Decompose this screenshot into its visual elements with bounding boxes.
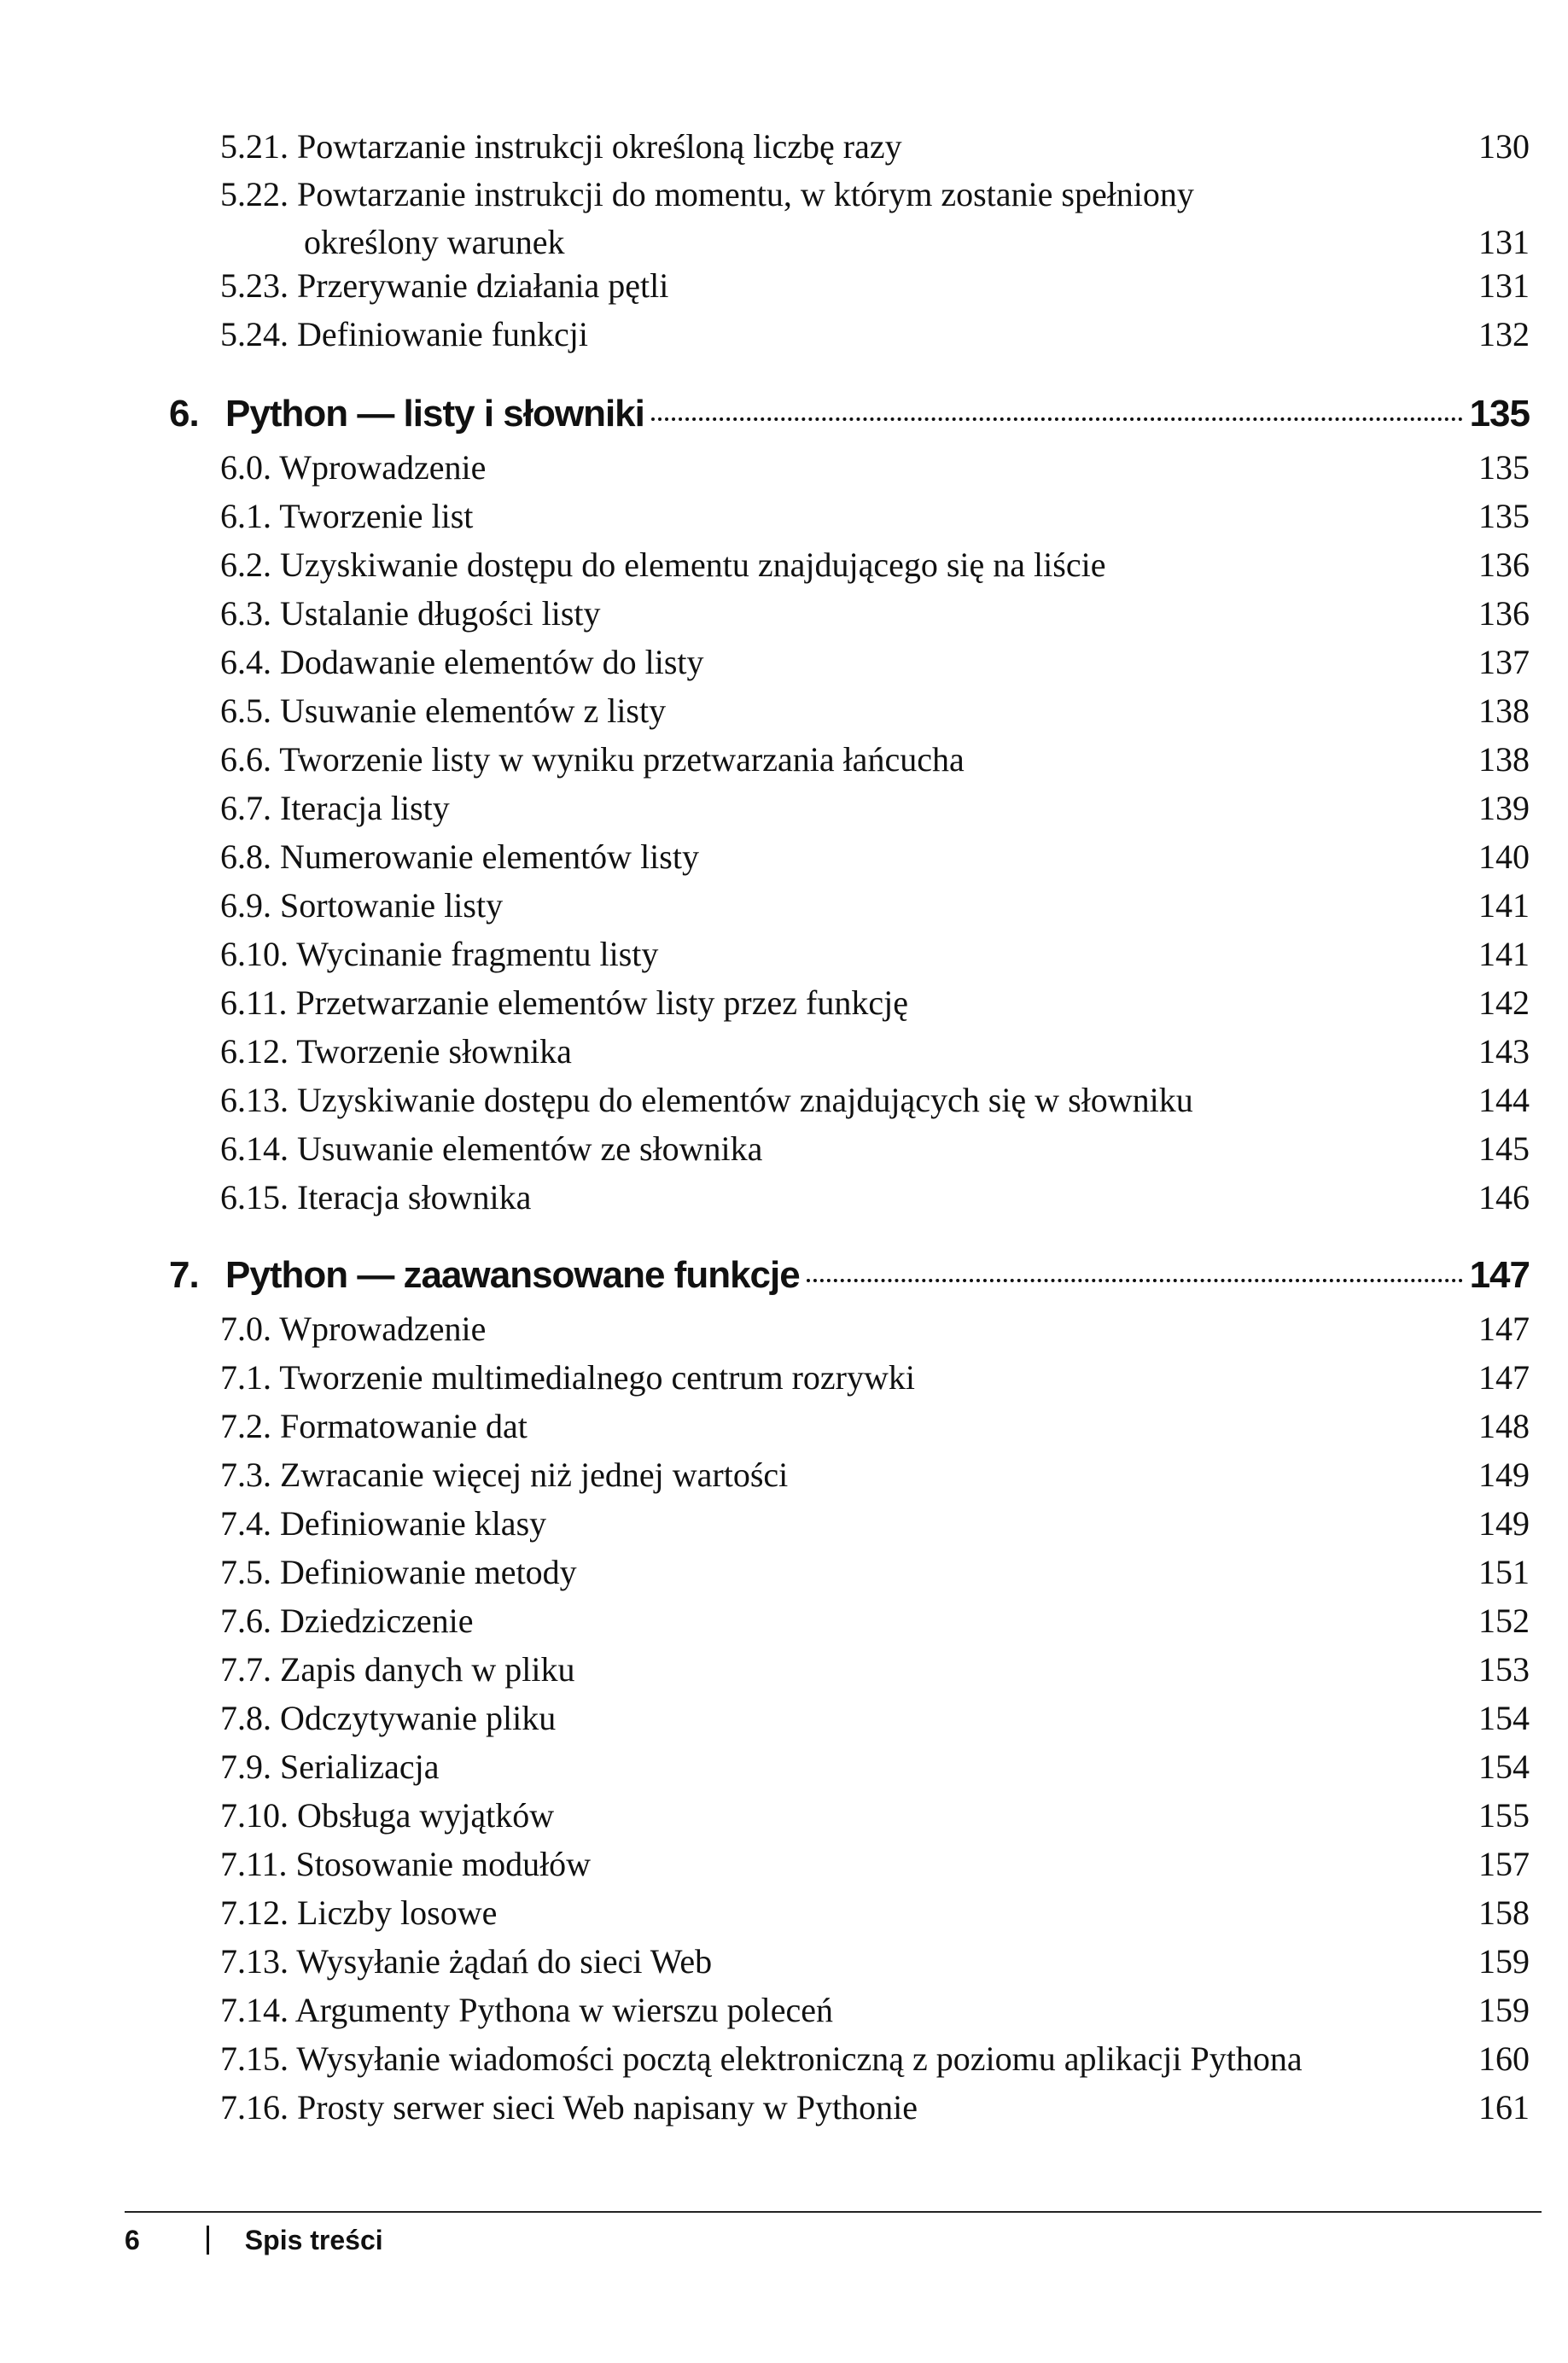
- toc-entry: [220, 882, 1530, 930]
- toc-entry-page: 149: [1478, 1456, 1530, 1494]
- toc-entry-5-24: [220, 311, 1530, 359]
- toc-entry-label: 6.3. Ustalanie długości listy: [220, 594, 601, 633]
- toc-entry-page: 159: [1478, 1942, 1530, 1981]
- footer-rule: [125, 2211, 1542, 2213]
- toc-entry-label: 7.15. Wysyłanie wiadomości pocztą elektroniczną z poziomu aplikacji Pythona: [220, 2039, 1303, 2078]
- toc-entry-page: 152: [1478, 1602, 1530, 1640]
- toc-entry-page: 153: [1478, 1650, 1530, 1689]
- toc-entry-5-23: [220, 262, 1530, 310]
- toc-entry-label: 6.14. Usuwanie elementów ze słownika: [220, 1129, 763, 1168]
- toc-entry: [220, 1451, 1530, 1499]
- toc-entry-label: 7.12. Liczby losowe: [220, 1893, 498, 1932]
- chapter-page: 147: [1469, 1254, 1530, 1296]
- footer-separator: [207, 2226, 209, 2255]
- toc-entry-label: 5.22. Powtarzanie instrukcji do momentu, w którym zostanie spełniony: [220, 175, 1194, 213]
- toc-entry-label: 7.8. Odczytywanie pliku: [220, 1699, 557, 1737]
- toc-entry-label: 5.21. Powtarzanie instrukcji określoną liczbę razy: [220, 127, 902, 166]
- toc-entry: [220, 493, 1530, 540]
- toc-entry-page: 135: [1478, 497, 1530, 535]
- toc-entry-page: 131: [1478, 266, 1530, 305]
- toc-entry: [220, 785, 1530, 832]
- toc-entry-page: 135: [1478, 448, 1530, 487]
- toc-entry: [220, 2035, 1530, 2083]
- toc-entry: [220, 444, 1530, 492]
- toc-entry-label: 6.5. Usuwanie elementów z listy: [220, 691, 667, 730]
- chapter-number: 6.: [169, 393, 199, 435]
- toc-entry-page: 147: [1478, 1310, 1530, 1348]
- toc-entry: [220, 1597, 1530, 1645]
- toc-entry-page: 159: [1478, 1991, 1530, 2029]
- toc-entry-label: 5.24. Definiowanie funkcji: [220, 315, 588, 353]
- toc-entry-page: 146: [1478, 1178, 1530, 1217]
- toc-entry-page: 137: [1478, 643, 1530, 681]
- chapter-6-heading: [169, 388, 1530, 440]
- toc-entry-page: 154: [1478, 1747, 1530, 1786]
- toc-entry-page: 147: [1478, 1358, 1530, 1397]
- page-footer: [125, 2223, 383, 2257]
- toc-entry-label: 7.10. Obsługa wyjątków: [220, 1796, 555, 1835]
- toc-entry-page: 130: [1478, 127, 1530, 166]
- toc-entry-page: 143: [1478, 1032, 1530, 1071]
- toc-entry-page: 142: [1478, 983, 1530, 1022]
- toc-entry-page: 154: [1478, 1699, 1530, 1737]
- toc-entry-label: 6.8. Numerowanie elementów listy: [220, 837, 699, 876]
- toc-entry-page: 148: [1478, 1407, 1530, 1445]
- toc-entry: [220, 1076, 1530, 1124]
- chapter-7-heading: [169, 1250, 1530, 1301]
- toc-entry: [220, 1500, 1530, 1548]
- chapter-page: 135: [1469, 393, 1530, 435]
- toc-entry: [220, 541, 1530, 589]
- toc-entry-page: 136: [1478, 594, 1530, 633]
- toc-entry: [220, 1125, 1530, 1173]
- toc-entry-label: 7.13. Wysyłanie żądań do sieci Web: [220, 1942, 713, 1981]
- toc-entry: [220, 1549, 1530, 1596]
- toc-entry-page: 132: [1478, 315, 1530, 353]
- toc-entry-page: 158: [1478, 1893, 1530, 1932]
- toc-entry-label: 7.1. Tworzenie multimedialnego centrum rozrywki: [220, 1358, 916, 1397]
- toc-entry-label: 6.11. Przetwarzanie elementów listy przez funkcję: [220, 983, 908, 1022]
- toc-entry: [220, 639, 1530, 686]
- toc-entry-label: 7.14. Argumenty Pythona w wierszu poleceń: [220, 1991, 834, 2029]
- toc-entry: [220, 1174, 1530, 1222]
- toc-entry-label: 6.15. Iteracja słownika: [220, 1178, 532, 1217]
- toc-entry-label: 7.0. Wprowadzenie: [220, 1310, 487, 1348]
- toc-entry-label: 7.16. Prosty serwer sieci Web napisany w Pythonie: [220, 2088, 918, 2127]
- toc-entry: [220, 590, 1530, 638]
- toc-entry: [220, 736, 1530, 784]
- toc-entry: [220, 687, 1530, 735]
- toc-entry-label: 6.12. Tworzenie słownika: [220, 1032, 572, 1071]
- toc-entry-label: 7.2. Formatowanie dat: [220, 1407, 528, 1445]
- toc-entry: [220, 1403, 1530, 1450]
- toc-entry-page: 139: [1478, 789, 1530, 827]
- footer-page-number: 6: [125, 2225, 140, 2255]
- toc-entry-page: 155: [1478, 1796, 1530, 1835]
- toc-entry-label: 7.3. Zwracanie więcej niż jednej wartości: [220, 1456, 789, 1494]
- toc-entry: [220, 1987, 1530, 2034]
- toc-entry-label: 7.6. Dziedziczenie: [220, 1602, 474, 1640]
- toc-entry: [220, 1792, 1530, 1840]
- toc-entry-page: 145: [1478, 1129, 1530, 1168]
- toc-entry: [220, 1646, 1530, 1694]
- chapter-number: 7.: [169, 1254, 199, 1296]
- toc-entry-label: 6.13. Uzyskiwanie dostępu do elementów znajdujących się w słowniku: [220, 1081, 1193, 1119]
- toc-entry-label: 6.10. Wycinanie fragmentu listy: [220, 935, 659, 973]
- chapter-title: Python — zaawansowane funkcje: [225, 1254, 800, 1296]
- toc-entry-page: 157: [1478, 1845, 1530, 1883]
- toc-entry-label-continued: określony warunek: [304, 223, 565, 261]
- toc-entry-label: 6.1. Tworzenie list: [220, 497, 474, 535]
- toc-entry-label: 6.0. Wprowadzenie: [220, 448, 487, 487]
- toc-entry-page: 160: [1478, 2039, 1530, 2078]
- toc-entry: [220, 1695, 1530, 1742]
- toc-entry-label: 7.5. Definiowanie metody: [220, 1553, 577, 1591]
- toc-entry: [220, 833, 1530, 881]
- toc-entry-page: 138: [1478, 740, 1530, 779]
- toc-entry-page: 149: [1478, 1504, 1530, 1543]
- toc-entry-page: 161: [1478, 2088, 1530, 2127]
- toc-entry: [220, 1743, 1530, 1791]
- toc-entry: [220, 1028, 1530, 1076]
- toc-entry-label: 6.6. Tworzenie listy w wyniku przetwarzania łańcucha: [220, 740, 965, 779]
- toc-entry-label: 5.23. Przerywanie działania pętli: [220, 266, 669, 305]
- toc-entry-page: 144: [1478, 1081, 1530, 1119]
- toc-entry-page: 141: [1478, 886, 1530, 925]
- toc-entry-page: 141: [1478, 935, 1530, 973]
- dot-leader: [651, 417, 1463, 421]
- toc-entry-label: 6.7. Iteracja listy: [220, 789, 450, 827]
- toc-entry-label: 7.9. Serializacja: [220, 1747, 440, 1786]
- footer-section-title: Spis treści: [244, 2225, 383, 2255]
- toc-entry: [220, 1841, 1530, 1888]
- toc-entry-label: 7.4. Definiowanie klasy: [220, 1504, 547, 1543]
- toc-entry-label: 6.2. Uzyskiwanie dostępu do elementu znajdującego się na liście: [220, 546, 1106, 584]
- toc-entry-label: 6.4. Dodawanie elementów do listy: [220, 643, 704, 681]
- toc-entry-5-22: [220, 171, 1530, 266]
- toc-entry: [220, 931, 1530, 978]
- toc-entry: [220, 979, 1530, 1027]
- toc-entry: [220, 1938, 1530, 1986]
- dot-leader: [807, 1279, 1463, 1282]
- toc-entry-label: 7.7. Zapis danych w pliku: [220, 1650, 575, 1689]
- toc-entry-5-21: [220, 123, 1530, 171]
- toc-entry-page: 140: [1478, 837, 1530, 876]
- toc-entry: [220, 1354, 1530, 1402]
- toc-entry-page: 138: [1478, 691, 1530, 730]
- toc-entry: [220, 1305, 1530, 1353]
- toc-entry-page: 136: [1478, 546, 1530, 584]
- toc-entry: [220, 2084, 1530, 2132]
- toc-entry-page: 151: [1478, 1553, 1530, 1591]
- toc-entry: [220, 1889, 1530, 1937]
- toc-entry-label: 6.9. Sortowanie listy: [220, 886, 504, 925]
- chapter-title: Python — listy i słowniki: [225, 393, 644, 435]
- toc-entry-label: 7.11. Stosowanie modułów: [220, 1845, 592, 1883]
- toc-entry-page: 131: [1478, 223, 1530, 261]
